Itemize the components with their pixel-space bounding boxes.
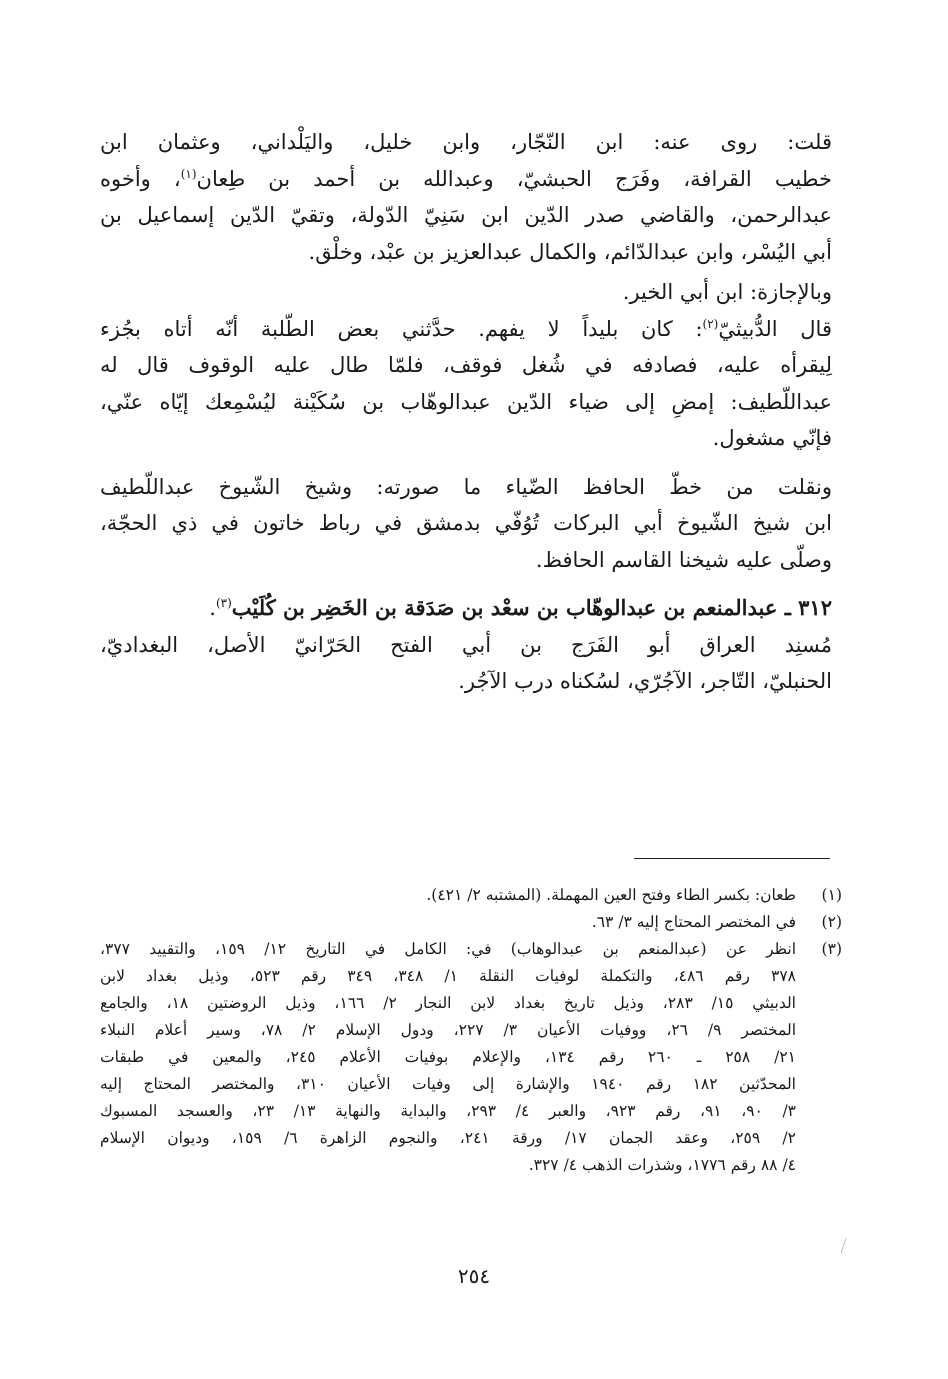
text-fragment: قال الدُّبيثيّ: [718, 316, 832, 341]
text-fragment: خطيب القرافة، وفَرَج الحبشيّ، وعبدالله بن أحمد بن طِعان: [196, 166, 832, 191]
paragraph-dubaythi: [100, 311, 832, 457]
footnote-line: المختصر ٩/ ٢٦، ووفيات الأعيان ٣/ ٢٢٧، ودول الإسلام ٢/ ٧٨، وسير أعلام النبلاء: [100, 1021, 796, 1039]
footnote-number: (٣): [821, 940, 842, 958]
footnote-line: ٢/ ٢٥٩، وعقد الجمان ١٧/ ورقة ٢٤١، والنجوم الزاهرة ٦/ ١٥٩، وديوان الإسلام: [100, 1129, 796, 1147]
biography-entry: [100, 590, 832, 700]
text-line: ابن شيخ الشّيوخ أبي البركات تُوُفّي بدمشق في رباط خاتون في ذي الحجّة،: [100, 511, 832, 535]
footnote-divider: [634, 858, 830, 859]
footnote-number: (٢): [821, 913, 842, 931]
text-line: عبدالرحمن، والقاضي صدر الدّين ابن سَنِيّ الدّولة، وتقيّ الدّين إسماعيل بن: [100, 203, 832, 227]
footnote-line: ٣٧٨ رقم ٤٨٦، والتكملة لوفيات النقلة ١/ ٣٤٨، ٣٤٩ رقم ٥٢٣، وذيل بغداد لابن: [100, 967, 796, 985]
paragraph-ijaza: [100, 274, 832, 311]
text-line: عبداللّطيف: إمضِ إلى ضياء الدّين عبدالوهّاب بن سُكَيْنة ليُسْمِعك إيّاه عنّي،: [100, 389, 832, 414]
paragraph-hafiz: [100, 469, 832, 579]
entry-heading: [100, 590, 832, 627]
footnote-text: [100, 909, 796, 936]
text-line: الحنبليّ، التّاجر، الآجُرّي، لسُكناه درب الآجُر.: [458, 669, 832, 693]
footnote-ref[interactable]: (١): [180, 166, 197, 181]
main-text: [100, 124, 832, 700]
text-fragment: .: [209, 596, 216, 620]
footnote-line: ٣/ ٩٠، ٩١، رقم ٩٢٣، والعبر ٤/ ٢٩٣، والبداية والنهاية ١٣/ ٢٣، والعسجد المسبوك: [100, 1102, 796, 1120]
footnote-ref[interactable]: (٢): [702, 316, 719, 331]
text-line: [100, 311, 832, 348]
footnote-line: انظر عن (عبدالمنعم بن عبدالوهاب) في: الكامل في التاريخ ١٢/ ١٥٩، والتقييد ٣٧٧،: [100, 940, 796, 958]
text-line: [100, 161, 832, 198]
footnote-number: (١): [821, 886, 842, 904]
text-line: ونقلت من خطّ الحافظ الضّياء ما صورته: وشيخ الشّيوخ عبداللّطيف: [100, 474, 832, 499]
footnote-text: [100, 882, 796, 909]
text-line: أبي اليُسْر، وابن عبدالدّائم، والكمال عبدالعزيز بن عبْد، وخلْق.: [308, 239, 832, 264]
footnote-ref[interactable]: (٣): [215, 596, 232, 610]
footnote-3: [100, 936, 842, 1179]
text-fragment: ، وأخوه: [100, 166, 181, 191]
text-line: مُسنِد العراق أبو الفَرَج بن أبي الفتح الحَرّانيّ الأصل، البغداديّ،: [100, 632, 832, 657]
footnote-1: [100, 882, 842, 909]
text-fragment: : كان بليداً لا يفهم. حدَّثني بعض الطّلبة أنّه أتاه بجُزء: [100, 316, 703, 341]
text-line: فإنّي مشغول.: [712, 426, 832, 450]
text-line: لِيقرأه عليه، فصادفه في شُغل فوقف، فلمّا طال عليه الوقوف قال له: [100, 353, 832, 377]
text-line: قلت: روى عنه: ابن النّجّار، وابن خليل، واليَلْداني، وعثمان ابن: [100, 130, 832, 154]
footnote-2: [100, 909, 842, 936]
entry-name: ٣١٢ ـ عبدالمنعم بن عبدالوهّاب بن سعْد بن صَدَقة بن الخَضِر بن كُلَيْب: [231, 595, 832, 620]
text-line: وبالإجازة: ابن أبي الخير.: [622, 280, 832, 304]
footnote-line: ٢١/ ٢٥٨ ـ ٢٦٠ رقم ١٣٤، والإعلام بوفيات الأعلام ٢٤٥، والمعين في طبقات: [100, 1048, 796, 1066]
margin-mark: [841, 1238, 848, 1254]
paragraph-narrators: [100, 124, 832, 270]
footnote-text: [100, 936, 796, 1179]
page-number: ٢٥٤: [457, 1264, 491, 1288]
footnote-line: في المختصر المحتاج إليه ٣/ ٦٣.: [591, 913, 796, 931]
footnote-line: ٤/ ٨٨ رقم ١٧٧٦، وشذرات الذهب ٤/ ٣٢٧.: [528, 1156, 796, 1174]
footnote-line: الدبيثي ١٥/ ٢٨٣، وذيل تاريخ بغداد لابن النجار ٢/ ١٦٦، وذيل الروضتين ١٨، والجامع: [100, 994, 796, 1012]
text-line: وصلّى عليه شيخنا القاسم الحافظ.: [535, 547, 832, 572]
footnotes: [100, 882, 842, 1179]
footnote-line: طعان: بكسر الطاء وفتح العين المهملة. (المشتبه ٢/ ٤٢١).: [426, 886, 796, 904]
footnote-line: المحدّثين ١٨٢ رقم ١٩٤٠ والإشارة إلى وفيات الأعيان ٣١٠، والمختصر المحتاج إليه: [100, 1075, 796, 1093]
